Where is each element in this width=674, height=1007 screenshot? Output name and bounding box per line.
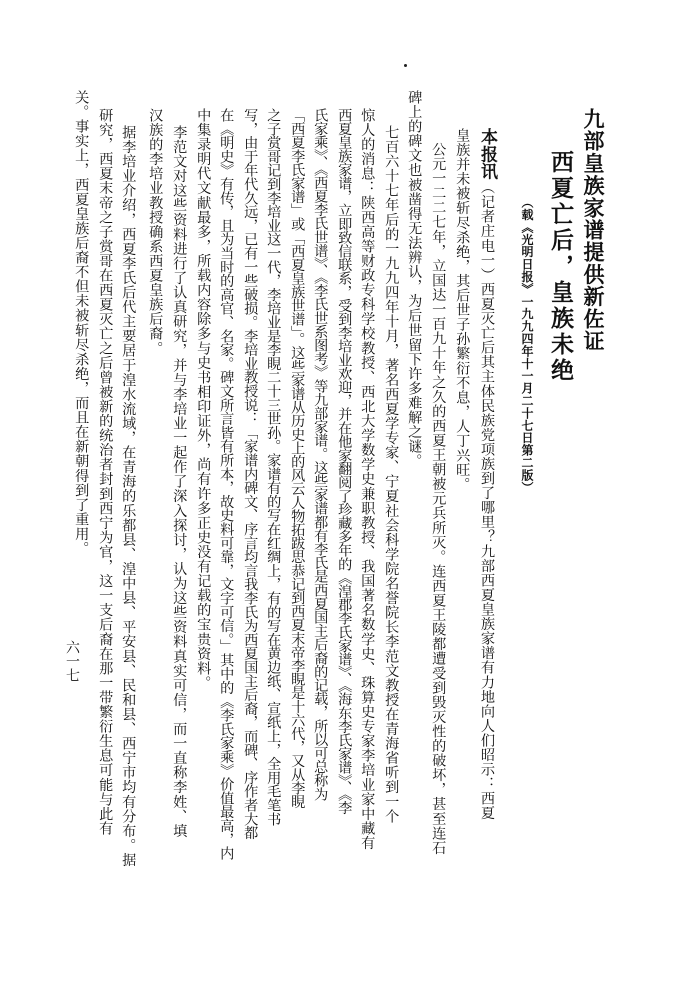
- article-title-line2: 西夏亡后，皇族未绝: [547, 150, 573, 384]
- paragraph-line: 碑上的碑文也被凿得无法辨认，为后世留下许多难解之谜。: [406, 90, 423, 469]
- paragraph-line: 公元一二二七年，立国达一百九十年之久的西夏王朝被元兵所灭。连西夏王陵都遭受到毁灭性的破坏，甚至连石: [430, 142, 447, 855]
- lead-text: （记者庄电一）西夏灭亡后其主体民族党项族到了哪里？九部西夏皇族家谱有力地向人们昭示：西夏: [479, 180, 495, 821]
- paragraph-line: 汉族的李培业教授确系西夏皇族后裔。: [147, 108, 164, 356]
- paragraph-line: 西夏皇族家谱，立即致信联系，受到李培业欢迎，并在他家翻阅了珍藏多年的《湟郡李氏家谱》、《海东李氏家谱》、《李: [336, 108, 353, 815]
- paragraph-line: 「西夏李氏家谱」或「西夏皇族世谱」。这些家谱从历史上的风云人物拓跋思恭记到西夏末帝李睍是十六代，又从李睍: [289, 108, 306, 809]
- paragraph-line: 李范文对这些资料进行了认真研究，并与李培业一起作了深入探讨，认为这些资料真实可信，而一直称李姓、填: [171, 125, 188, 838]
- paragraph-line: 氏家乘》、《西夏李氏世谱》、《李氏世系图考》等九部家谱。这些家谱都有李氏是西夏国主后裔的记载，所以可总称为: [312, 108, 329, 801]
- article-lead: [478, 128, 495, 820]
- page-number: 六一七: [64, 640, 80, 682]
- lead-label: 本报讯: [477, 128, 497, 181]
- paragraph-line: 据李培业介绍，西夏李氏后代主要居于湟水流域，在青海的乐都县、湟中县、平安县、民和县、西宁市均有分布。据: [120, 125, 137, 868]
- paragraph-line: 七百六十七年后的一九九四年十月，著名西夏学专家、宁夏社会科学院名誉院长李范文教授在青海省听到一个: [383, 125, 400, 824]
- paragraph-line: 之子赏哥记到李培业这一代，李培业是李睍二十三世孙。家谱有的写在红绸上，有的写在黄边纸、宣纸上，全用毛笔书: [265, 108, 282, 826]
- paragraph-line: 中集录明代文献最多，所载内容除多与史书相印证外，尚有许多正史没有记载的宝贵资料。: [195, 108, 212, 690]
- paragraph-line: 研究，西夏末帝之子赏哥在西夏灭亡之后曾被新的统治者封到西宁为官，这一支后裔在那一带繁衍生息可能与此有: [97, 108, 114, 836]
- ink-dot: [404, 64, 407, 67]
- paragraph-line: 在《明史》有传，且为当时的高官、名家。碑文所言皆有所本，故史料可靠，文字可信。」其中的《李氏家乘》价值最高，内: [218, 108, 235, 860]
- paragraph-line: 关。事实上，西夏皇族后裔不但未被斩尽杀绝，而且在新朝得到了重用。: [73, 90, 90, 556]
- paragraph-line: 惊人的消息：陕西高等财政专科学校教授、西北大学数学史兼职教授、我国著名数学史、珠算史专家李培业家中藏有: [359, 108, 376, 851]
- article-title-line1: 九部皇族家谱提供新佐证: [581, 108, 605, 353]
- article-source: （载《光明日报》一九九四年十一月二十七日第二版）: [520, 196, 534, 494]
- paragraph-line: 皇族并未被斩尽杀绝，其后世子孙繁衍不息，人丁兴旺。: [454, 128, 471, 492]
- paragraph-line: 写，由于年代久远，已有一些破损。李培业教授说：「家谱内碑文、序言均言我李氏为西夏国主后裔，而碑、序作者大都: [242, 108, 259, 840]
